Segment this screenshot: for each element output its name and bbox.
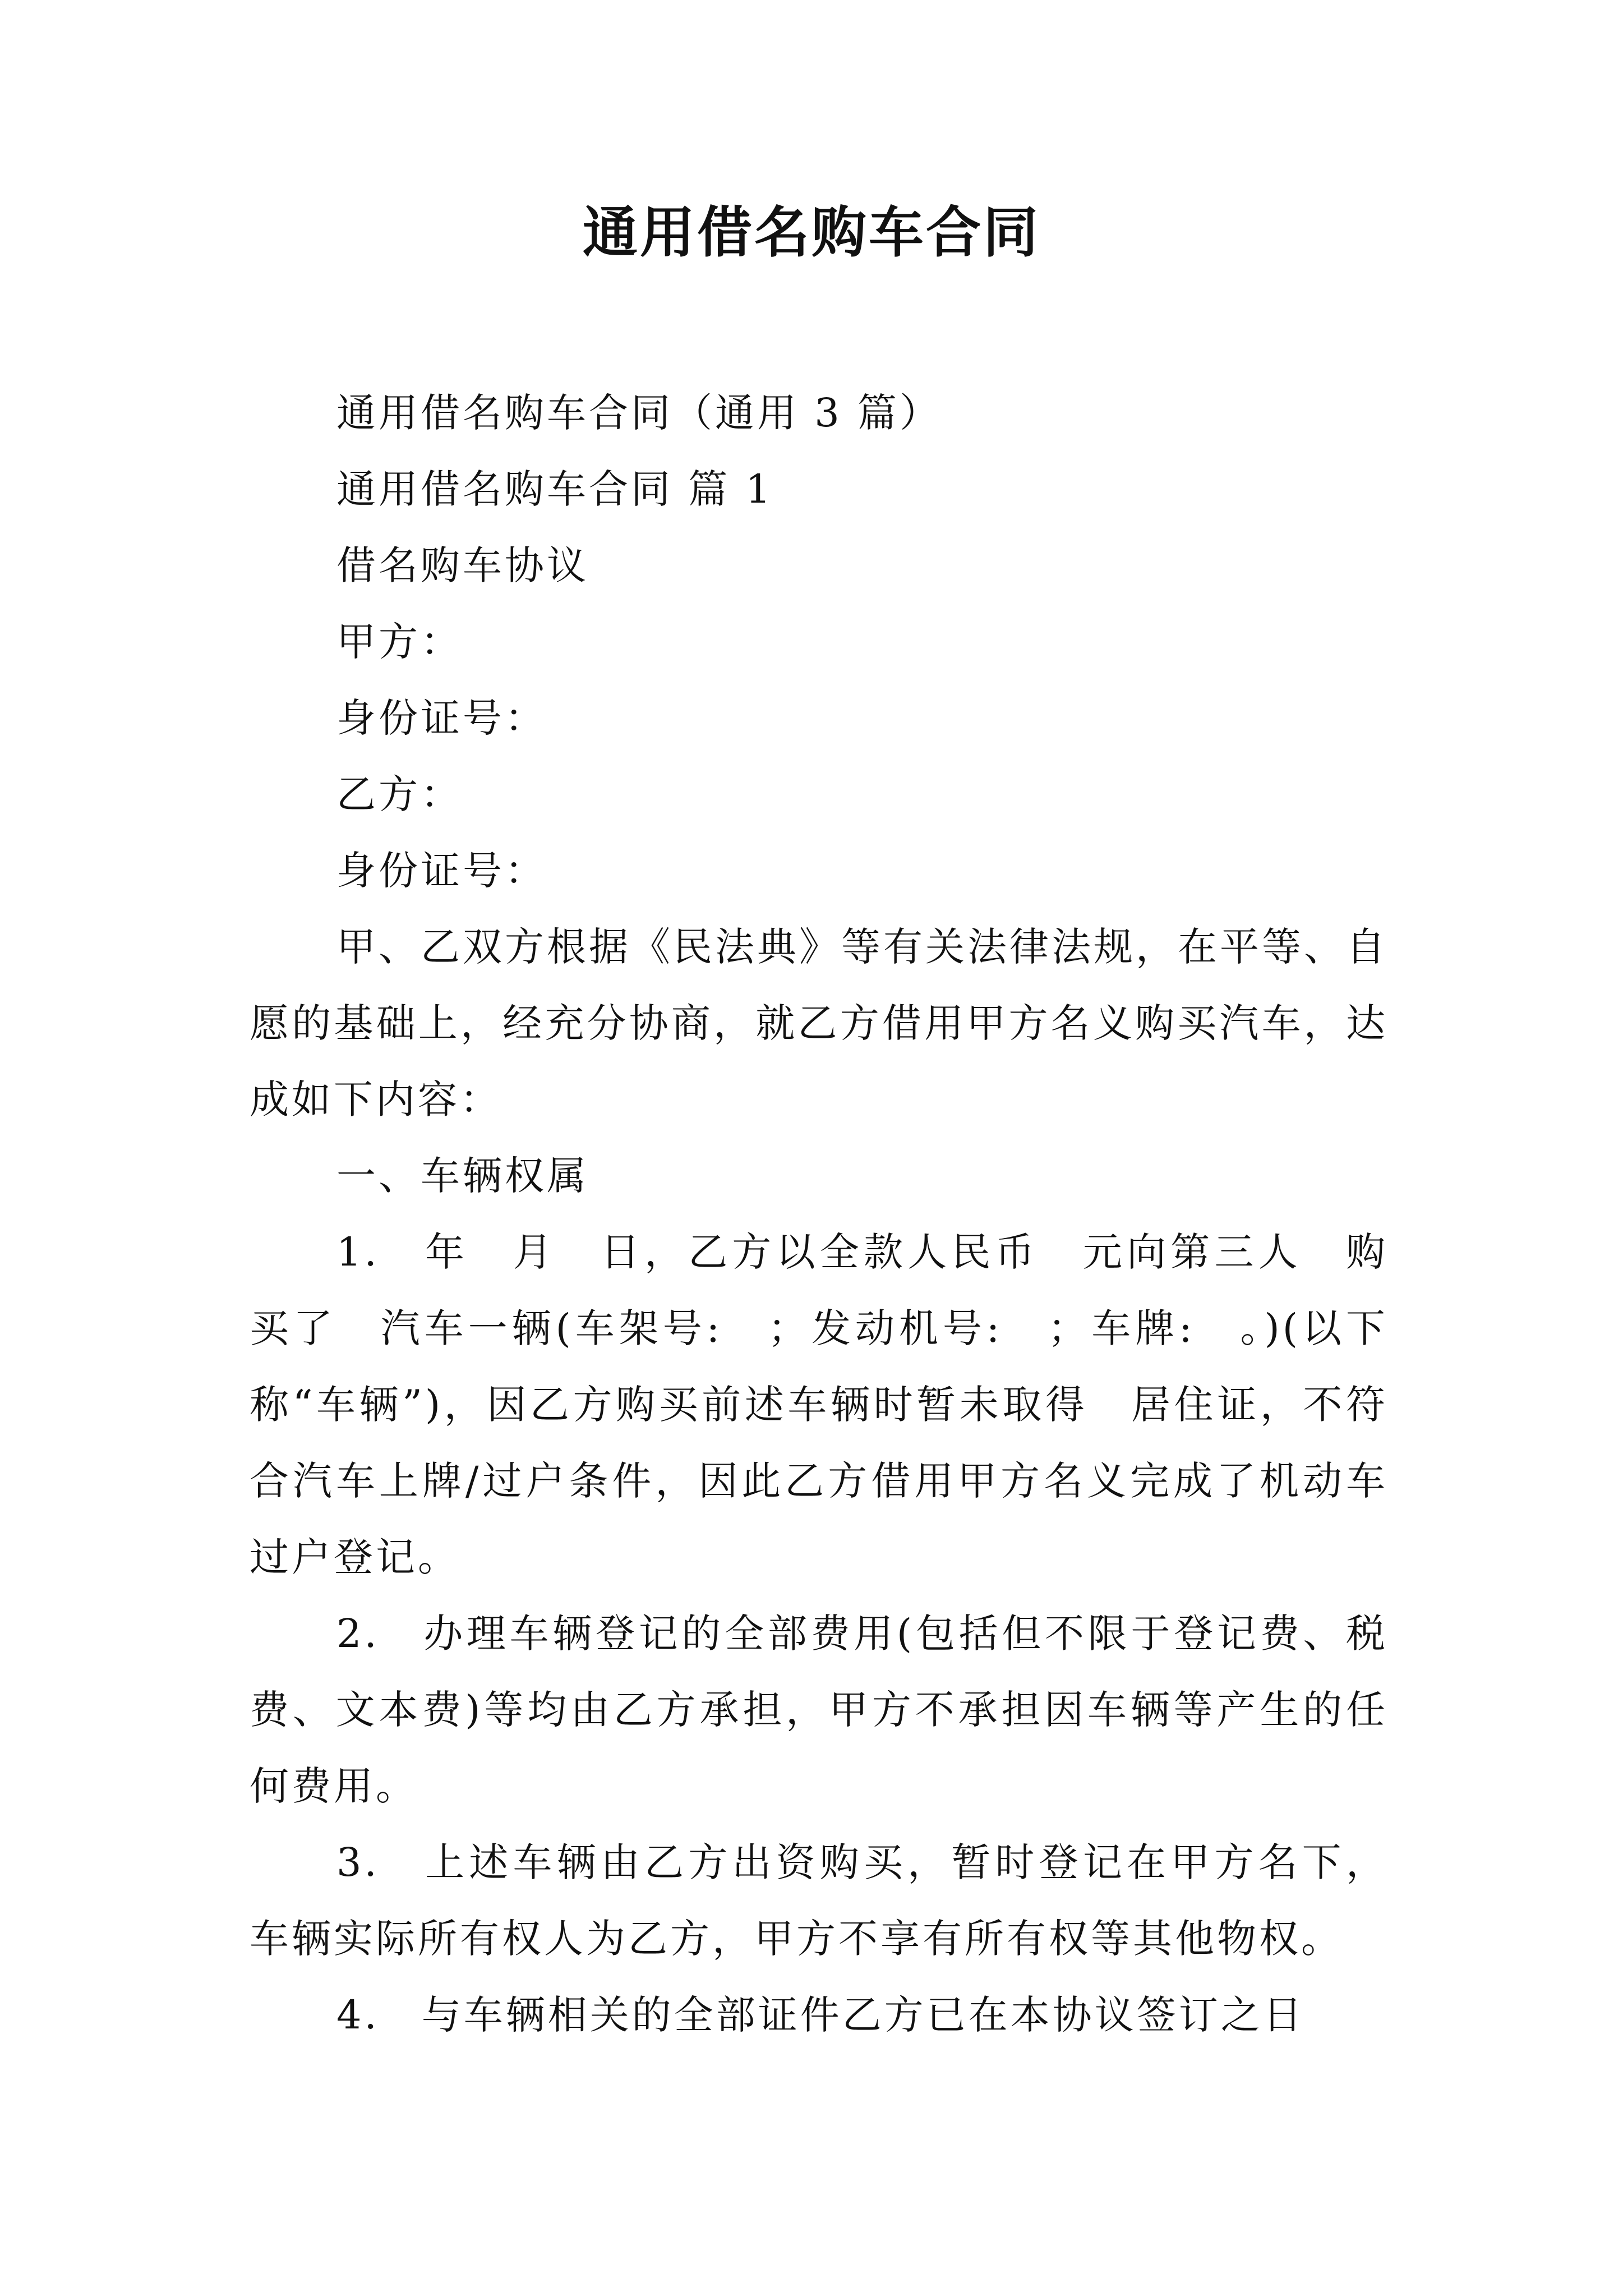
section-heading: 通用借名购车合同 篇 1 xyxy=(336,466,774,512)
agreement-name: 借名购车协议 xyxy=(336,542,589,588)
clause-3-paragraph: 3. 上述车辆由乙方出资购买，暂时登记在甲方名下，车辆实际所有权人为乙方，甲方不享有所有权等其他物权。 xyxy=(250,1839,1388,1962)
document-body xyxy=(250,375,1388,2053)
clause-2-paragraph: 2. 办理车辆登记的全部费用(包括但不限于登记费、税费、文本费)等均由乙方承担，甲方不承担因车辆等产生的任何费用。 xyxy=(250,1611,1388,1809)
clause-4-paragraph: 4. 与车辆相关的全部证件乙方已在本协议签订之日 xyxy=(336,1992,1305,2038)
party-a-label: 甲方： xyxy=(336,619,463,665)
party-b-id-label: 身份证号： xyxy=(336,848,547,894)
clause-1-paragraph: 1. 年 月 日，乙方以全款人民币 元向第三人 购买了 汽车一辆(车架号: ；发动机号: ；车牌: 。)(以下称“车辆”)，因乙方购买前述车辆时暂未取得 居住证，不符合汽车上牌/过户条件，因此乙方借用甲方名义完成了机动车过户登记。 xyxy=(250,1229,1388,1580)
clause-heading-ownership: 一、车辆权属 xyxy=(336,1153,589,1199)
party-b-label: 乙方： xyxy=(336,771,463,817)
document-title: 通用借名购车合同 xyxy=(582,201,1040,265)
party-a-id-label: 身份证号： xyxy=(336,695,547,741)
subtitle-line: 通用借名购车合同（通用 3 篇） xyxy=(336,390,942,436)
preamble-paragraph: 甲、乙双方根据《民法典》等有关法律法规，在平等、自愿的基础上，经充分协商，就乙方借用甲方名义购买汽车，达成如下内容： xyxy=(250,924,1388,1122)
